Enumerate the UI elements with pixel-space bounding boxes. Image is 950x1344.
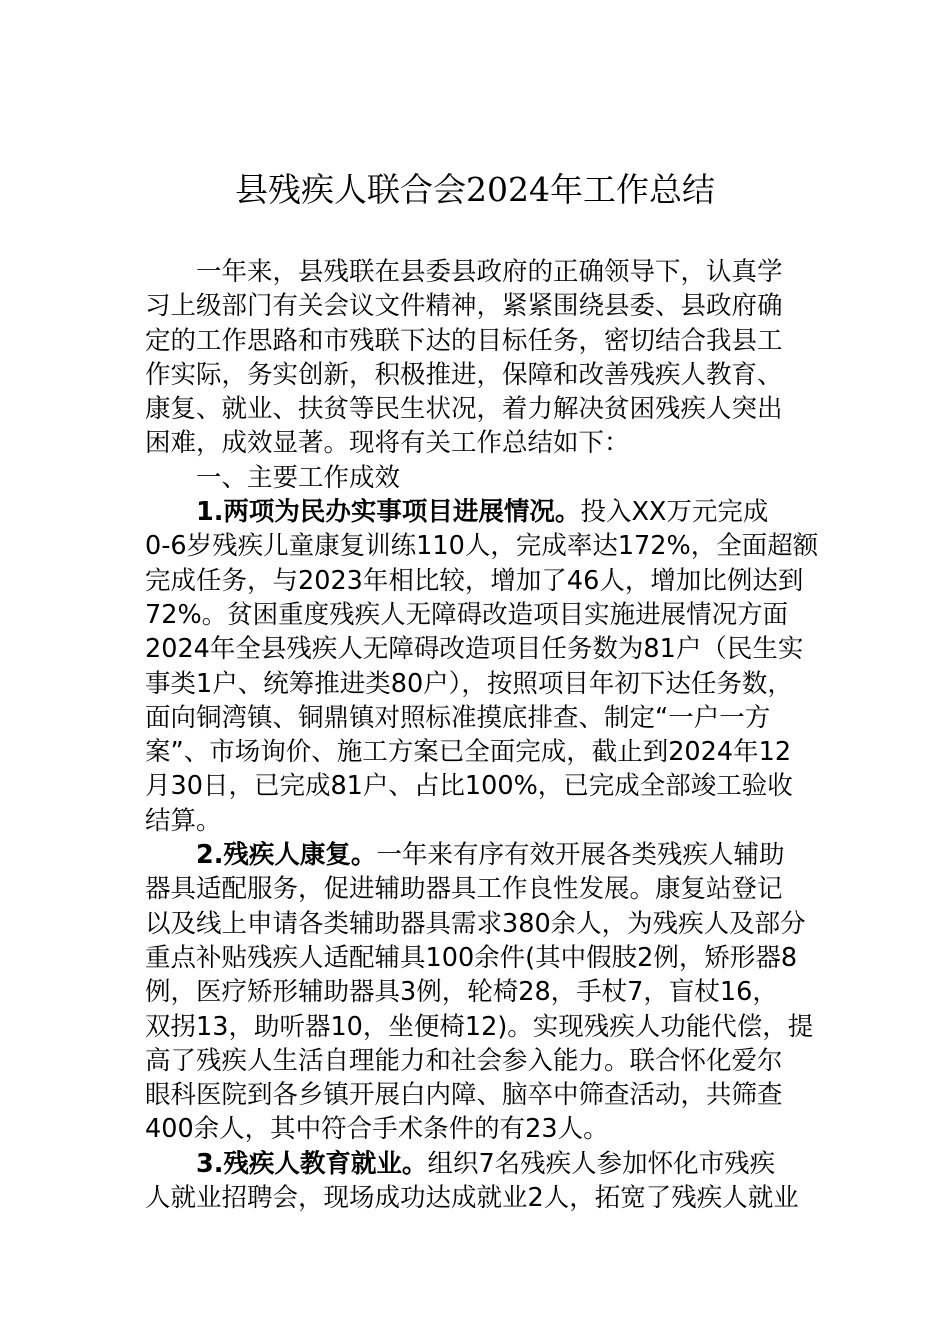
item-3-paragraph [145, 1147, 845, 1216]
text-line: 人就业招聘会，现场成功达成就业2人，拓宽了残疾人就业 [145, 1183, 799, 1214]
text-line: 康复、就业、扶贫等民生状况，着力解决贫困残疾人突出 [145, 394, 783, 425]
text-line: 眼科医院到各乡镇开展白内障、脑卒中筛查活动，共筛查 [145, 1080, 783, 1111]
intro-paragraph [145, 255, 845, 461]
text-line: 2024年全县残疾人无障碍改造项目任务数为81户（民生实 [145, 634, 804, 665]
text-line: 月30日，已完成81户、占比100%，已完成全部竣工验收 [145, 771, 793, 802]
text-segment: 一年来有序有效开展各类残疾人辅助 [376, 840, 785, 871]
section-heading-text: 一、主要工作成效 [196, 462, 401, 493]
text-line: 困难，成效显著。现将有关工作总结如下： [145, 428, 630, 459]
text-line: 例，医疗矫形辅助器具3例，轮椅28，手杖7，盲杖16， [145, 977, 778, 1008]
document-body [145, 255, 845, 1215]
text-line: 器具适配服务，促进辅助器具工作良性发展。康复站登记 [145, 874, 783, 905]
document-title: 县残疾人联合会2024年工作总结 [235, 170, 715, 209]
text-line: 作实际，务实创新，积极推进，保障和改善残疾人教育、 [145, 359, 783, 390]
text-line: 案”、市场询价、施工方案已全面完成，截止到2024年12 [145, 737, 792, 768]
text-line: 完成任务，与2023年相比较，增加了46人，增加比例达到 [145, 565, 804, 596]
item-1-paragraph [145, 495, 845, 838]
text-line: 习上级部门有关会议文件精神，紧紧围绕县委、县政府确 [145, 291, 783, 322]
item-3-heading: 3.残疾人教育就业。 [196, 1148, 428, 1179]
section-heading [145, 461, 845, 495]
text-line: 双拐13，助听器10，坐便椅12)。实现残疾人功能代偿，提 [145, 1011, 814, 1042]
item-2-heading: 2.残疾人康复。 [196, 840, 377, 871]
text-line: 定的工作思路和市残联下达的目标任务，密切结合我县工 [145, 325, 783, 356]
text-line: 以及线上申请各类辅助器具需求380余人，为残疾人及部分 [145, 908, 806, 939]
item-1-heading: 1.两项为民办实事项目进展情况。 [196, 497, 581, 528]
text-line: 0-6岁残疾儿童康复训练110人，完成率达172%，全面超额 [145, 531, 819, 562]
text-line: 72%。贫困重度残疾人无障碍改造项目实施进展情况方面 [145, 599, 789, 630]
item-2-paragraph [145, 838, 845, 1147]
text-line: 高了残疾人生活自理能力和社会参入能力。联合怀化爱尔 [145, 1045, 783, 1076]
text-segment: 组织7名残疾人参加怀化市残疾 [427, 1148, 776, 1179]
text-segment: 投入XX万元完成 [580, 497, 769, 528]
text-line: 结算。 [145, 805, 222, 836]
text-line [145, 838, 845, 872]
text-line: 一年来，县残联在县委县政府的正确领导下，认真学 [196, 257, 783, 287]
text-line: 事类1户、统筹推进类80户），按照项目年初下达任务数， [145, 668, 793, 699]
text-line: 400余人，其中符合手术条件的有23人。 [145, 1114, 609, 1145]
text-line [145, 495, 845, 529]
text-line: 面向铜湾镇、铜鼎镇对照标准摸底排查、制定“一户一方 [145, 702, 771, 733]
text-line: 重点补贴残疾人适配辅具100余件(其中假肢2例，矫形器8 [145, 942, 798, 973]
text-line [145, 1147, 845, 1181]
